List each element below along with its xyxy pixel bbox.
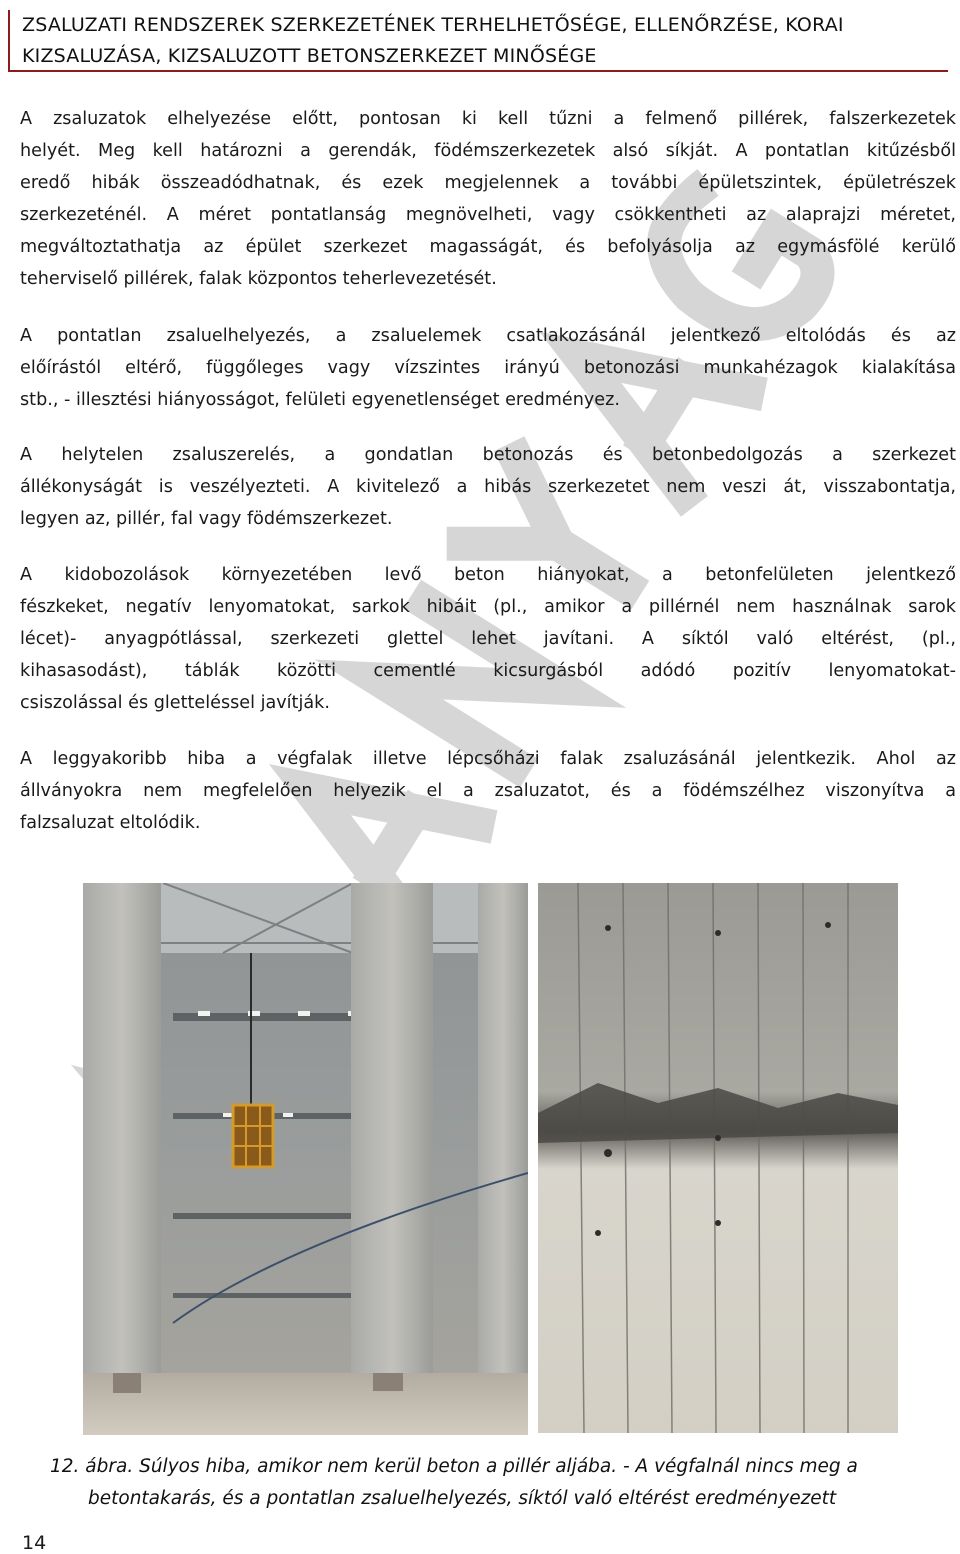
text-line: A kidobozolások környezetében levő beton hiányokat, a betonfelületen jelentkező [20,565,956,585]
text-line: falzsaluzat eltolódik. [20,813,201,833]
text-line: szerkezeténél. A méret pontatlanság megnövelheti, vagy csökkentheti az alaprajzi méretet, [20,205,956,225]
paragraph-3 [20,439,956,535]
paragraph-4 [20,559,956,719]
text-line: fészkeket, negatív lenyomatokat, sarkok hibáit (pl., amikor a pillérnél nem használnak sarok [20,597,956,617]
text-line: csiszolással és gletteléssel javítják. [20,693,330,713]
text-line: lécet)- anyagpótlással, szerkezeti glettel lehet javítani. A síktól való eltérést, (pl., [20,629,956,649]
body-text [20,439,956,535]
text-line: kihasasodást), táblák közötti cementlé kicsurgásból adódó pozitív lenyomatokat- [20,661,956,681]
text-line: eredő hibák összeadódhatnak, és ezek megjelennek a további épületszintek, épületrészek [20,173,956,193]
figure-caption [50,1451,940,1515]
text-line: megváltoztathatja az épület szerkezet magasságát, és befolyásolja az egymásfölé kerülő [20,237,956,257]
text-line: stb., - illesztési hiányosságot, felületi egyenetlenséget eredményez. [20,390,620,410]
paragraph-2 [20,320,956,416]
body-text [20,743,956,839]
text-line: A helytelen zsaluszerelés, a gondatlan betonozás és betonbedolgozás a szerkezet [20,445,956,465]
body-text [20,103,956,295]
page-header [8,10,948,72]
page-number: 14 [22,1532,47,1554]
body-text [20,559,956,719]
text-line: előírástól eltérő, függőleges vagy vízszintes irányú betonozási munkahézagok kialakítása [20,358,956,378]
text-line: legyen az, pillér, fal vagy födémszerkezet. [20,509,393,529]
header-title-line-2: KIZSALUZÁSA, KIZSALUZOTT BETONSZERKEZET MINŐSÉGE [22,45,597,67]
text-line: állványokra nem megfelelően helyezik el a zsaluzatot, és a födémszélhez viszonyítva a [20,781,956,801]
body-text [20,320,956,416]
caption-line-1: 12. ábra. Súlyos hiba, amikor nem kerül beton a pillér aljába. - A végfalnál nincs meg a [50,1456,858,1477]
paragraph-5 [20,743,956,839]
text-line: helyét. Meg kell határozni a gerendák, födémszerkezetek alsó síkját. A pontatlan kitűzésből [20,141,956,161]
photo-wall-defect [538,883,898,1433]
text-line: A leggyakoribb hiba a végfalak illetve lépcsőházi falak zsaluzásánál jelentkezik. Ahol az [20,749,956,769]
text-line: teherviselő pillérek, falak központos teherlevezetését. [20,269,497,289]
text-line: A zsaluzatok elhelyezése előtt, pontosan ki kell tűzni a felmenő pillérek, falszerkezetek [20,109,956,129]
caption-line-2: betontakarás, és a pontatlan zsaluelhelyezés, síktól való eltérést eredményezett [88,1488,837,1509]
photo-concrete-columns [83,883,528,1435]
text-line: állékonyságát is veszélyezteti. A kivitelező a hibás szerkezetet nem veszi át, visszabontatja, [20,477,956,497]
text-line: A pontatlan zsaluelhelyezés, a zsaluelemek csatlakozásánál jelentkező eltolódás és az [20,326,956,346]
paragraph-1 [20,103,956,295]
header-title-line-1: ZSALUZATI RENDSZEREK SZERKEZETÉNEK TERHELHETŐSÉGE, ELLENŐRZÉSE, KORAI [22,14,844,36]
